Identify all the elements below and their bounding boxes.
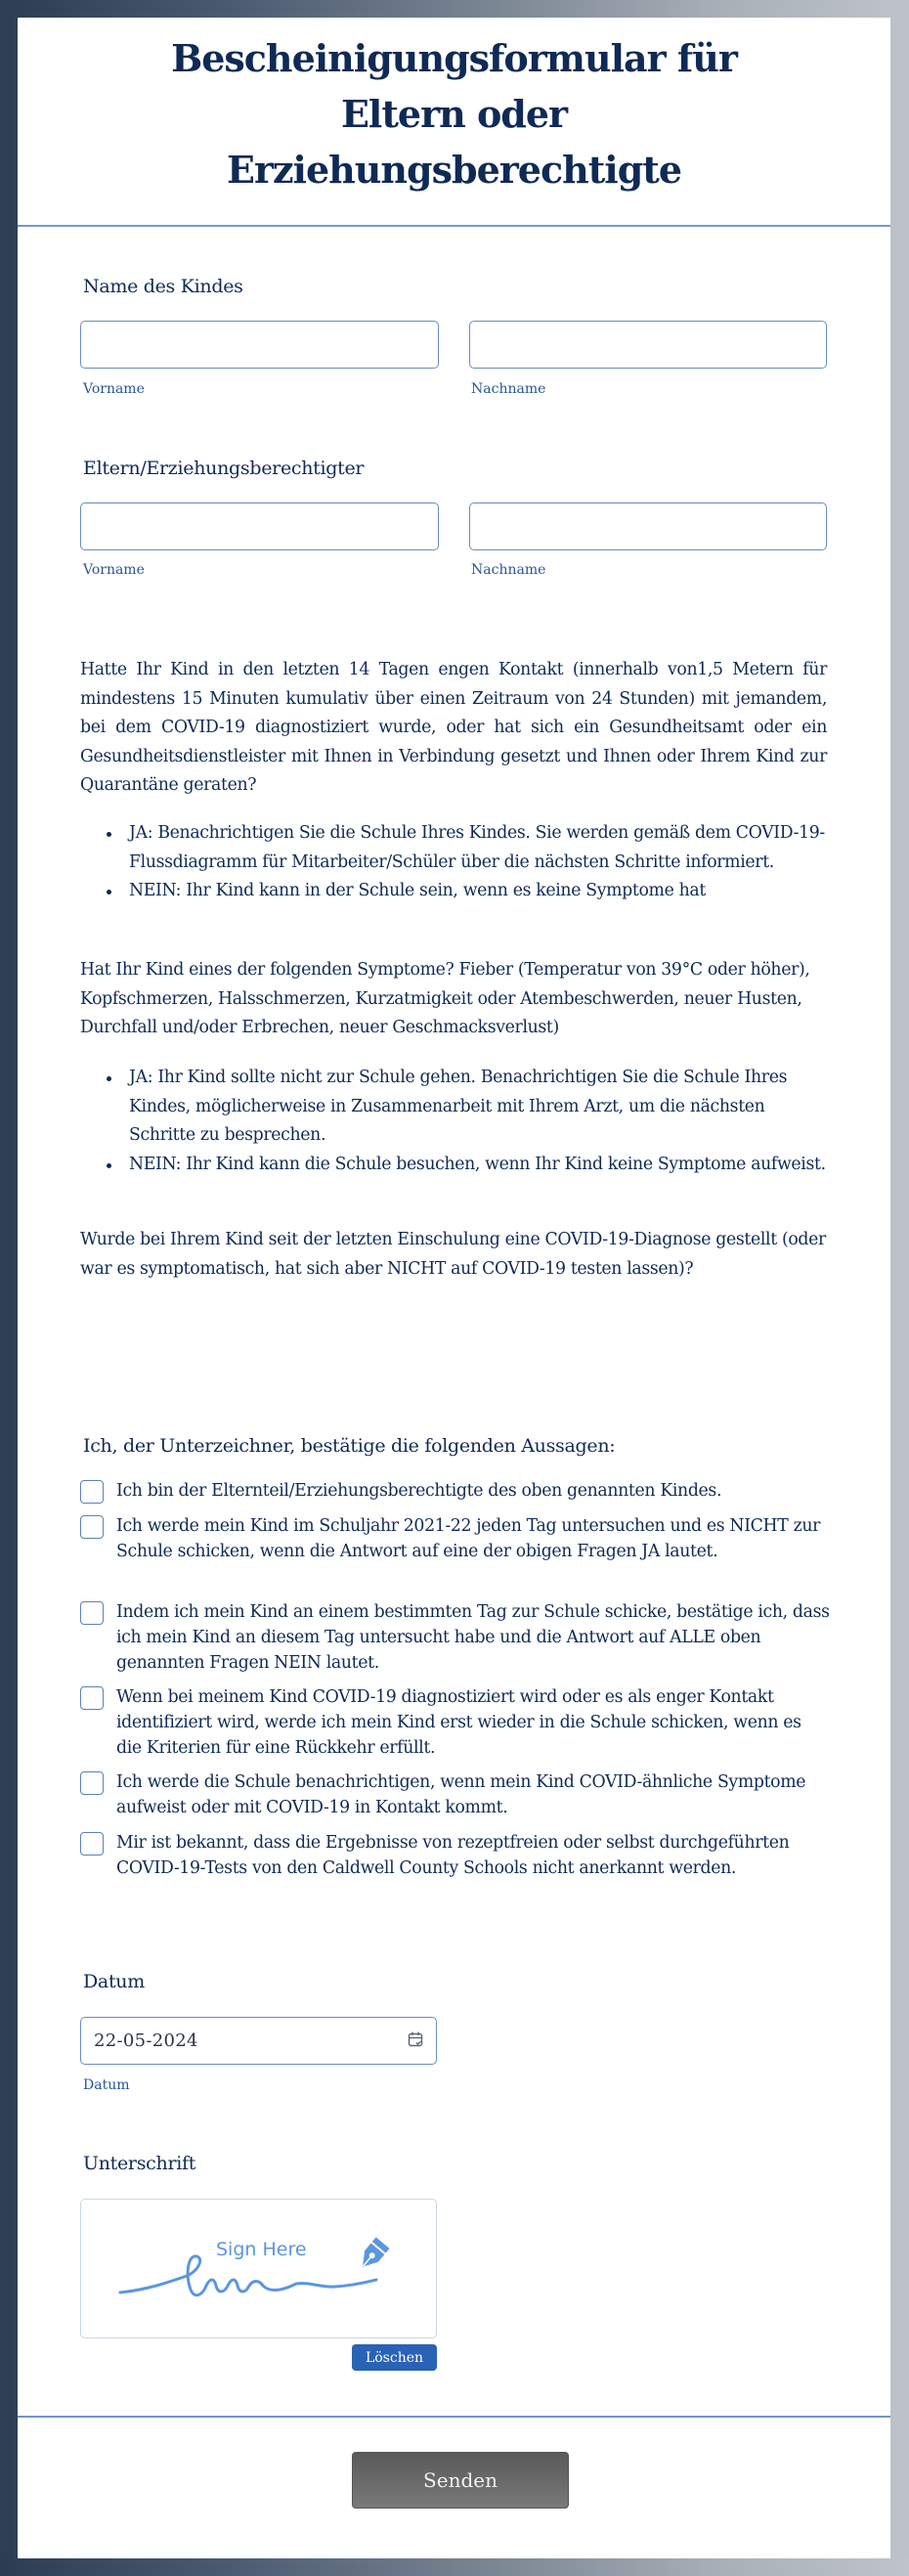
confirmation-checkbox[interactable] [80,1601,104,1625]
confirmation-checkbox[interactable] [80,1480,104,1504]
clear-signature-button[interactable]: Löschen [352,2344,437,2371]
answer-text: NEIN: Ihr Kind kann in der Schule sein, wenn es keine Symptome hat [129,881,706,900]
pen-nib-icon [350,2237,393,2276]
form-title: Bescheinigungsformular für Eltern oder Erziehungsberechtigte [171,35,737,192]
question-symptoms-answers [80,1064,827,1179]
guardian-last-name-sublabel: Nachname [471,562,546,578]
submit-button[interactable]: Senden [352,2452,569,2509]
answer-text: NEIN: Ihr Kind kann die Schule besuchen, wenn Ihr Kind keine Symptome aufweist. [129,1154,826,1174]
confirmation-text: Ich bin der Elternteil/Erziehungsberechtigte des oben genannten Kindes. [116,1481,722,1501]
confirmation-item[interactable] [80,1830,843,1881]
question-close-contact: Hatte Ihr Kind in den letzten 14 Tagen engen Kontakt (innerhalb von1,5 Metern für mindestens 15 Minuten kumulativ über einen Zeitraum von 24 Stunden) mit jemandem, bei dem COVID-19 diagnostiziert wurde, oder hat sich ein Gesundheitsamt oder ein Gesundheitsdienstleister mit Ihnen in Verbindung gesetzt und Ihnen oder Ihrem Kind zur Quarantäne geraten? [80,660,827,795]
confirmation-item[interactable] [80,1513,843,1564]
form-card [18,18,890,2558]
child-last-name-input[interactable] [469,321,827,369]
confirmation-item[interactable] [80,1599,843,1676]
confirmation-item[interactable] [80,1769,843,1820]
page-background-bottom [0,2558,909,2576]
answer-text: JA: Benachrichtigen Sie die Schule Ihres Kindes. Sie werden gemäß dem COVID-19-Flussdiagramm für Mitarbeiter/Schüler über die nächsten Schritte informiert. [129,823,825,872]
confirmation-text: Wenn bei meinem Kind COVID-19 diagnostiziert wird oder es als enger Kontakt identifiziert wird, werde ich mein Kind erst wieder in die Schule schicken, wenn es die Kriterien für eine Rückkehr erfüllt. [116,1687,801,1758]
answer-item [80,877,827,906]
page-background-top [0,0,909,18]
confirmations-label: Ich, der Unterzeichner, bestätige die folgenden Aussagen: [83,1435,616,1457]
confirmation-item[interactable] [80,1478,843,1504]
confirmation-item[interactable] [80,1684,843,1761]
question-diagnosis: Wurde bei Ihrem Kind seit der letzten Einschulung eine COVID-19-Diagnose gestellt (oder war es symptomatisch, hat sich aber NICHT auf COVID-19 testen lassen)? [80,1230,826,1279]
date-input[interactable] [80,2017,437,2065]
signature-pad[interactable] [80,2199,437,2338]
guardian-last-name-input[interactable] [469,502,827,550]
confirmation-text: Mir ist bekannt, dass die Ergebnisse von rezeptfreien oder selbst durchgeführten COVID-19-Tests von den Caldwell County Schools nicht anerkannt werden. [116,1833,790,1878]
bullet-icon [107,1076,111,1081]
confirmation-checkbox[interactable] [80,1686,104,1710]
date-value: 22-05-2024 [94,2030,198,2051]
answer-text: JA: Ihr Kind sollte nicht zur Schule gehen. Benachrichtigen Sie die Schule Ihres Kindes, möglicherweise in Zusammenarbeit mit Ihrem Arzt, um die nächsten Schritte zu besprechen. [129,1068,788,1145]
footer-divider [18,2416,890,2418]
form-header [18,18,890,227]
confirmation-text: Ich werde mein Kind im Schuljahr 2021-22 jeden Tag untersuchen und es NICHT zur Schule schicken, wenn die Antwort auf eine der obigen Fragen JA lautet. [116,1516,821,1561]
date-label: Datum [83,1971,145,1992]
bullet-icon [107,832,111,837]
page-background-left [0,0,18,2576]
answer-item [80,1151,827,1180]
guardian-first-name-input[interactable] [80,502,439,550]
calendar-icon[interactable] [407,2030,424,2052]
question-close-contact-answers [80,819,827,906]
bullet-icon [107,1163,111,1168]
date-sublabel: Datum [83,2077,130,2093]
bullet-icon [107,890,111,895]
confirmation-text: Indem ich mein Kind an einem bestimmten Tag zur Schule schicke, bestätige ich, dass ich mein Kind an diesem Tag untersucht habe und die Antwort auf ALLE oben genannten Fragen NEIN lautet. [116,1602,830,1673]
confirmation-text: Ich werde die Schule benachrichtigen, wenn mein Kind COVID-ähnliche Symptome aufweist oder mit COVID-19 in Kontakt kommt. [116,1772,806,1817]
child-first-name-sublabel: Vorname [83,381,145,397]
signature-placeholder: Sign Here [216,2239,307,2260]
signature-label: Unterschrift [83,2153,196,2174]
confirmation-checkbox[interactable] [80,1771,104,1795]
confirmation-checkbox[interactable] [80,1515,104,1539]
answer-item [80,1064,827,1151]
child-name-label: Name des Kindes [83,276,243,297]
page-background-right [890,0,909,2576]
guardian-name-label: Eltern/Erziehungsberechtigter [83,458,365,479]
question-symptoms: Hat Ihr Kind eines der folgenden Symptome? Fieber (Temperatur von 39°C oder höher), Kopfschmerzen, Halsschmerzen, Kurzatmigkeit oder Atembeschwerden, neuer Husten, Durchfall und/oder Erbrechen, neuer Geschmacksverlust) [80,960,810,1037]
child-last-name-sublabel: Nachname [471,381,546,397]
guardian-first-name-sublabel: Vorname [83,562,145,578]
confirmation-checkbox[interactable] [80,1832,104,1856]
answer-item [80,819,827,877]
child-first-name-input[interactable] [80,321,439,369]
